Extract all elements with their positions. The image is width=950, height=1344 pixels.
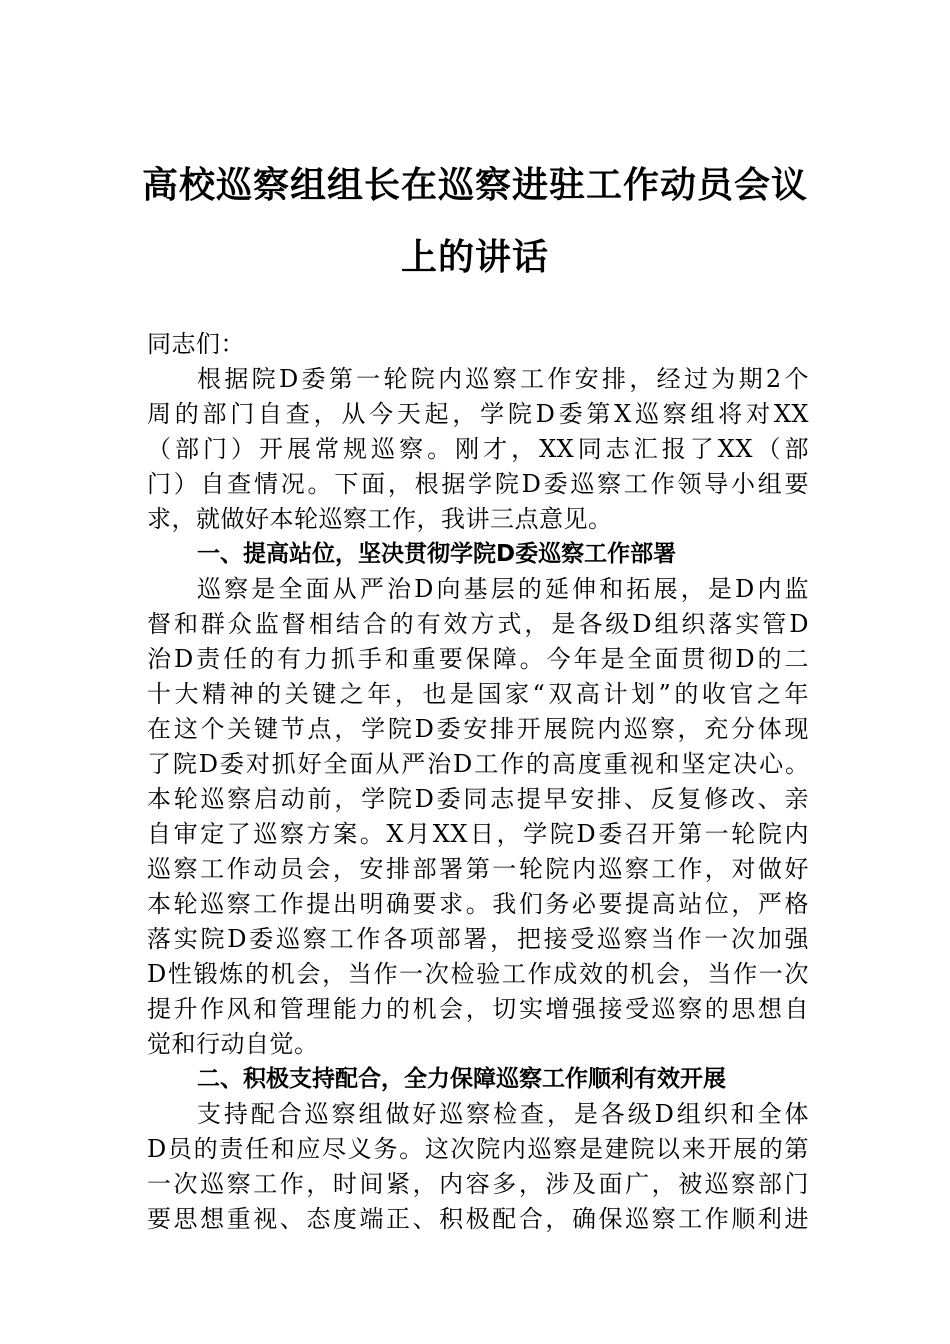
section-heading-1: 一、提高站位，坚决贯彻学院D委巡察工作部署 <box>197 541 677 567</box>
document-title-line-2: 上的讲话 <box>400 236 549 278</box>
document-title-line-1: 高校巡察组组长在巡察进驻工作动员会议 <box>141 164 808 206</box>
paragraph-2-line: D性锻炼的机会，当作一次检验工作成效的机会，当作一次 <box>147 960 809 988</box>
paragraph-2-line: 在这个关键节点，学院D委安排开展院内巡察，充分体现 <box>147 715 809 743</box>
paragraph-2-line: 督和群众监督相结合的有效方式，是各级D组织落实管D <box>147 610 809 638</box>
section-heading-2: 二、积极支持配合，全力保障巡察工作顺利有效开展 <box>197 1066 726 1092</box>
salutation: 同志们： <box>147 330 245 358</box>
paragraph-2-line: 提升作风和管理能力的机会，切实增强接受巡察的思想自 <box>147 995 809 1023</box>
paragraph-1-line: 门）自查情况。下面，根据学院D委巡察工作领导小组要 <box>147 470 809 498</box>
paragraph-3-line: 一次巡察工作，时间紧，内容多，涉及面广，被巡察部门 <box>147 1170 809 1198</box>
paragraph-2-line: 本轮巡察工作提出明确要求。我们务必要提高站位，严格 <box>147 890 809 918</box>
paragraph-1-line: 根据院D委第一轮院内巡察工作安排，经过为期2个 <box>197 365 809 393</box>
paragraph-3-line: D员的责任和应尽义务。这次院内巡察是建院以来开展的第 <box>147 1135 809 1163</box>
paragraph-1-line: 周的部门自查，从今天起，学院D委第X巡察组将对XX <box>147 400 809 428</box>
paragraph-2-line: 了院D委对抓好全面从严治D工作的高度重视和坚定决心。 <box>147 750 809 778</box>
paragraph-2-line: 落实院D委巡察工作各项部署，把接受巡察当作一次加强 <box>147 925 809 953</box>
paragraph-3-line: 要思想重视、态度端正、积极配合，确保巡察工作顺利进 <box>147 1205 809 1233</box>
paragraph-2-line: 巡察工作动员会，安排部署第一轮院内巡察工作，对做好 <box>147 855 809 883</box>
paragraph-2-line: 觉和行动自觉。 <box>147 1030 319 1058</box>
paragraph-1-line: 求，就做好本轮巡察工作，我讲三点意见。 <box>147 505 613 533</box>
paragraph-2-line: 十大精神的关键之年，也是国家“双高计划”的收官之年 <box>147 680 809 708</box>
document-body <box>147 327 809 1237</box>
paragraph-2-line: 巡察是全面从严治D向基层的延伸和拓展，是D内监 <box>197 575 809 603</box>
paragraph-2-line: 治D责任的有力抓手和重要保障。今年是全面贯彻D的二 <box>147 645 809 673</box>
paragraph-2-line: 自审定了巡察方案。X月XX日，学院D委召开第一轮院内 <box>147 820 809 848</box>
paragraph-3-line: 支持配合巡察组做好巡察检查，是各级D组织和全体 <box>197 1100 809 1128</box>
paragraph-2-line: 本轮巡察启动前，学院D委同志提早安排、反复修改、亲 <box>147 785 809 813</box>
paragraph-1-line: （部门）开展常规巡察。刚才，XX同志汇报了XX（部 <box>147 435 809 463</box>
